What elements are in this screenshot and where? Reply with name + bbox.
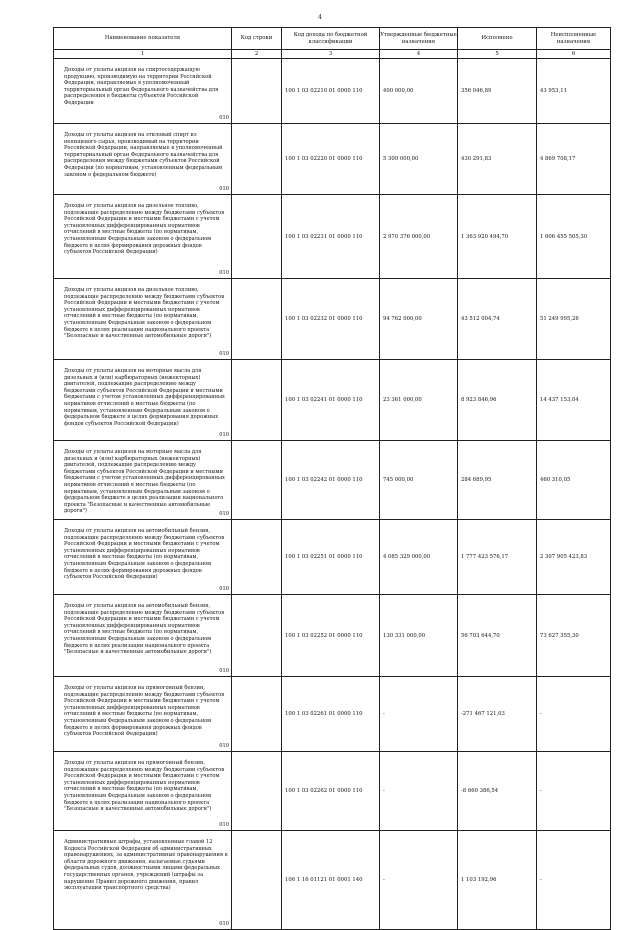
approved-value: - (380, 677, 458, 752)
line-code: 010 (219, 351, 229, 358)
line-code: 010 (219, 432, 229, 439)
line-code: 010 (219, 822, 229, 829)
line-code: 010 (219, 270, 229, 277)
indicator-name: Доходы от уплаты акцизов на моторные масла для дизельных и (или) карбюраторных (инжекторных) двигателей, подлежащие распределению между бюджетами субъектов Российской Федерации и местными бюджетами с учетом установленных дифференцированных нормативов отчислений в местные бюджеты (по нормативам, установленным Федеральным законом о федеральном бюджете в целях формирования дорожных фондов субъектов Российской Федерации) (64, 368, 225, 427)
header-name: Наименование показателя (54, 28, 232, 50)
indicator-name: Доходы от уплаты акцизов на моторные масла для дизельных и (или) карбюраторных (инжекторных) двигателей, подлежащие распределению между бюджетами субъектов Российской Федерации и местными бюджетами с учетом установленных дифференцированных нормативов отчислений в местные бюджеты (по нормативам, установленным Федеральным законом о федеральном бюджете в целях реализации национального проекта "Безопасные и качественные автомобильные дороги") (64, 449, 225, 515)
line-code: 010 (219, 921, 229, 928)
executed-value: -271 467 121,03 (458, 677, 537, 752)
header-approved: Утвержденные бюджетные назначения (380, 28, 458, 50)
line-code-cell (232, 441, 282, 520)
header-kbk: Код дохода по бюджетной классификации (282, 28, 380, 50)
approved-value: 23 361 000,00 (380, 360, 458, 441)
table-row (54, 195, 611, 279)
executed-value: 1 363 920 494,70 (458, 195, 537, 279)
line-code-cell (232, 831, 282, 930)
executed-value: -8 660 386,54 (458, 752, 537, 831)
header-line-code: Код строки (232, 28, 282, 50)
approved-value: - (380, 831, 458, 930)
line-code-cell (232, 595, 282, 677)
unexecuted-value: 73 627 355,30 (537, 595, 611, 677)
col-number-1: 1 (54, 50, 232, 59)
line-code-cell (232, 195, 282, 279)
line-code-cell (232, 360, 282, 441)
indicator-name: Доходы от уплаты акцизов на дизельное топливо, подлежащие распределению между бюджетами субъектов Российской Федерации и местными бюджетами с учетом установленных дифференцированных нормативов отчислений в местные бюджеты (по нормативам, установленным Федеральным законом о федеральном бюджете в целях реализации национального проекта "Безопасные и качественные автомобильные дороги") (64, 287, 225, 340)
approved-value: 5 300 000,00 (380, 124, 458, 195)
line-code: 010 (219, 186, 229, 193)
kbk-code: 100 1 03 02231 01 0000 110 (282, 195, 380, 279)
approved-value: 400 000,00 (380, 59, 458, 124)
col-number-2: 2 (232, 50, 282, 59)
executed-value: 284 689,95 (458, 441, 537, 520)
indicator-name-cell (54, 677, 232, 752)
col-number-3: 3 (282, 50, 380, 59)
unexecuted-value: - (537, 752, 611, 831)
unexecuted-value: 2 307 905 423,83 (537, 520, 611, 595)
kbk-code: 100 1 03 02242 01 0000 110 (282, 441, 380, 520)
indicator-name-cell (54, 520, 232, 595)
indicator-name: Доходы от уплаты акцизов на дизельное топливо, подлежащие распределению между бюджетами субъектов Российской Федерации и местными бюджетами с учетом установленных дифференцированных нормативов отчислений в местные бюджеты (по нормативам, установленным Федеральным законом о федеральном бюджете в целях формирования дорожных фондов субъектов Российской Федерации) (64, 203, 225, 256)
kbk-code: 100 1 03 02262 01 0000 110 (282, 752, 380, 831)
unexecuted-value: - (537, 831, 611, 930)
table-row (54, 520, 611, 595)
unexecuted-value: 460 310,05 (537, 441, 611, 520)
executed-value: 8 923 846,96 (458, 360, 537, 441)
unexecuted-value: 51 249 995,26 (537, 279, 611, 360)
table-row (54, 279, 611, 360)
indicator-name: Доходы от уплаты акцизов на этиловый спирт из непищевого сырья, производимый на территории Российской Федерации, направляемые в уполномоченный территориальный орган Федерального казначейства для распределения между бюджетами субъектов Российской Федерации (по нормативам, установленным федеральным законом о федеральном бюджете) (64, 132, 223, 178)
kbk-code: 100 1 03 02210 01 0000 110 (282, 59, 380, 124)
kbk-code: 100 1 03 02220 01 0000 110 (282, 124, 380, 195)
col-number-4: 4 (380, 50, 458, 59)
indicator-name-cell (54, 752, 232, 831)
indicator-name-cell (54, 360, 232, 441)
indicator-name-cell (54, 195, 232, 279)
line-code: 010 (219, 115, 229, 122)
indicator-name: Доходы от уплаты акцизов на автомобильный бензин, подлежащие распределению между бюджетами субъектов Российской Федерации и местными бюджетами с учетом установленных дифференцированных нормативов отчислений в местные бюджеты (по нормативам, установленным Федеральным законом о федеральном бюджете в целях формирования дорожных фондов субъектов Российской Федерации) (64, 528, 225, 581)
table-row (54, 360, 611, 441)
indicator-name: Доходы от уплаты акцизов на прямогонный бензин, подлежащие распределению между бюджетами субъектов Российской Федерации и местными бюджетами с учетом установленных дифференцированных нормативов отчислений в местные бюджеты (по нормативам, установленным Федеральным законом о федеральном бюджете в целях формирования дорожных фондов субъектов Российской Федерации) (64, 685, 225, 738)
line-code: 010 (219, 743, 229, 750)
indicator-name-cell (54, 831, 232, 930)
header-executed: Исполнено (458, 28, 537, 50)
executed-value: 1 777 423 576,17 (458, 520, 537, 595)
approved-value: 130 331 000,00 (380, 595, 458, 677)
line-code-cell (232, 124, 282, 195)
col-number-5: 5 (458, 50, 537, 59)
indicator-name: Доходы от уплаты акцизов на прямогонный бензин, подлежащие распределению между бюджетами субъектов Российской Федерации и местными бюджетами с учетом установленных дифференцированных нормативов отчислений в местные бюджеты (по нормативам, установленным Федеральным законом о федеральном бюджете в целях реализации национального проекта "Безопасные и качественные автомобильные дороги") (64, 760, 225, 813)
executed-value: 1 103 192,96 (458, 831, 537, 930)
indicator-name: Административные штрафы, установленные главой 12 Кодекса Российской Федерации об административных правонарушениях, за административные правонарушения в области дорожного движения, налагаемые судьями федеральных судов, должностными лицами федеральных государственных органов, учреждений (штрафы за нарушение Правил дорожного движения, правил эксплуатации транспортного средства) (64, 839, 228, 892)
line-code: 010 (219, 511, 229, 518)
executed-value: 56 703 644,70 (458, 595, 537, 677)
indicator-name-cell (54, 279, 232, 360)
indicator-name: Доходы от уплаты акцизов на спиртосодержащую продукцию, производимую на территории Российской Федерации, направляемые в уполномоченный территориальный орган Федерального казначейства для распределения в бюджеты субъектов Российской Федерации (64, 67, 219, 107)
table-row (54, 59, 611, 124)
approved-value: 94 762 000,00 (380, 279, 458, 360)
kbk-code: 106 1 16 01121 01 0001 140 (282, 831, 380, 930)
table-row (54, 677, 611, 752)
indicator-name-cell (54, 59, 232, 124)
table-row (54, 752, 611, 831)
approved-value: 4 085 329 000,00 (380, 520, 458, 595)
unexecuted-value: 4 869 708,17 (537, 124, 611, 195)
indicator-name-cell (54, 441, 232, 520)
indicator-name-cell (54, 124, 232, 195)
approved-value: 2 970 376 000,00 (380, 195, 458, 279)
table-row (54, 124, 611, 195)
unexecuted-value: - (537, 677, 611, 752)
unexecuted-value: 1 606 455 505,30 (537, 195, 611, 279)
header-unexecuted: Неисполненные назначения (537, 28, 611, 50)
table-row (54, 831, 611, 930)
approved-value: - (380, 752, 458, 831)
executed-value: 430 291,83 (458, 124, 537, 195)
col-number-6: 6 (537, 50, 611, 59)
indicator-name-cell (54, 595, 232, 677)
table-row (54, 595, 611, 677)
table-row (54, 441, 611, 520)
kbk-code: 100 1 03 02252 01 0000 110 (282, 595, 380, 677)
executed-value: 356 046,89 (458, 59, 537, 124)
kbk-code: 100 1 03 02232 01 0000 110 (282, 279, 380, 360)
kbk-code: 100 1 03 02251 01 0000 110 (282, 520, 380, 595)
line-code-cell (232, 752, 282, 831)
line-code: 010 (219, 668, 229, 675)
approved-value: 745 000,00 (380, 441, 458, 520)
indicator-name: Доходы от уплаты акцизов на автомобильный бензин, подлежащие распределению между бюджетами субъектов Российской Федерации и местными бюджетами с учетом установленных дифференцированных нормативов отчислений в местные бюджеты (по нормативам, установленным Федеральным законом о федеральном бюджете в целях реализации национального проекта "Безопасные и качественные автомобильные дороги") (64, 603, 225, 656)
unexecuted-value: 14 437 153,04 (537, 360, 611, 441)
kbk-code: 100 1 03 02241 01 0000 110 (282, 360, 380, 441)
kbk-code: 100 1 03 02261 01 0000 110 (282, 677, 380, 752)
unexecuted-value: 43 953,11 (537, 59, 611, 124)
line-code-cell (232, 677, 282, 752)
budget-income-table (53, 27, 611, 930)
line-code-cell (232, 520, 282, 595)
line-code-cell (232, 279, 282, 360)
line-code-cell (232, 59, 282, 124)
line-code: 010 (219, 586, 229, 593)
executed-value: 43 512 004,74 (458, 279, 537, 360)
page-number: 4 (318, 14, 322, 21)
